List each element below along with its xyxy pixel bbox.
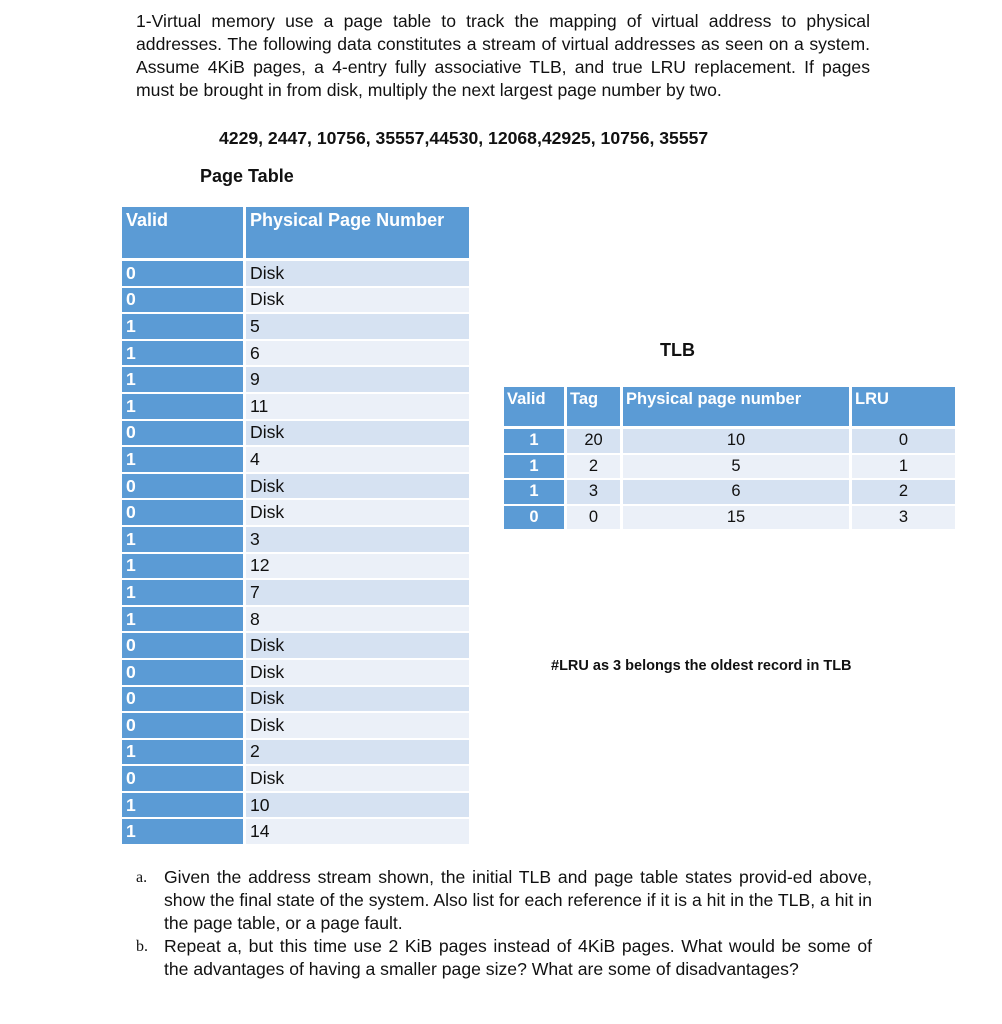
page-table-row (122, 765, 469, 792)
address-stream: 4229, 2447, 10756, 35557,44530, 12068,42925, 10756, 35557 (219, 128, 709, 148)
page-table-valid-cell: 1 (122, 739, 245, 766)
page-table-valid-header: Valid (122, 207, 245, 260)
page-table-valid-cell: 1 (122, 366, 245, 393)
page-table-ppn-cell: 9 (245, 366, 470, 393)
page-table-valid-cell: 1 (122, 606, 245, 633)
page-table-ppn-cell: Disk (245, 712, 470, 739)
page-table-ppn-cell: 3 (245, 526, 470, 553)
question-list (132, 866, 872, 981)
question-text: Repeat a, but this time use 2 KiB pages instead of 4KiB pages. What would be some of the advantages of having a smaller page size? What are some of disadvantages? (164, 936, 872, 979)
page-table-row (122, 818, 469, 845)
page-table-row (122, 659, 469, 686)
page-table-row (122, 606, 469, 633)
page-table-ppn-cell: 11 (245, 393, 470, 420)
page-table-ppn-cell: Disk (245, 420, 470, 447)
page-table-ppn-cell: Disk (245, 287, 470, 314)
page-table-row (122, 499, 469, 526)
tlb-title: TLB (660, 340, 695, 360)
tlb-lru-cell: 0 (851, 428, 956, 454)
page-table-ppn-cell: 5 (245, 313, 470, 340)
tlb-ppn-cell: 6 (622, 479, 851, 505)
tlb-tag-cell: 2 (566, 454, 622, 480)
page-table-valid-cell: 1 (122, 393, 245, 420)
page-table-row (122, 446, 469, 473)
page-table-ppn-cell: Disk (245, 260, 470, 287)
page-table-valid-cell: 0 (122, 712, 245, 739)
page-table-row (122, 260, 469, 287)
tlb-ppn-cell: 10 (622, 428, 851, 454)
tlb-valid-cell: 1 (504, 479, 566, 505)
tlb-valid-cell: 1 (504, 428, 566, 454)
tlb-row (504, 479, 955, 505)
tlb-tag-cell: 3 (566, 479, 622, 505)
tlb-row (504, 454, 955, 480)
page-table-row (122, 632, 469, 659)
page-table-valid-cell: 0 (122, 420, 245, 447)
page-table-ppn-cell: Disk (245, 765, 470, 792)
page-table-row (122, 313, 469, 340)
page-table-ppn-cell: 7 (245, 579, 470, 606)
page-table-row (122, 686, 469, 713)
page-table-row (122, 712, 469, 739)
question-item (132, 935, 872, 981)
page-table-valid-cell: 1 (122, 313, 245, 340)
page-table-ppn-cell: Disk (245, 659, 470, 686)
tlb-lru-cell: 3 (851, 505, 956, 531)
page-table-valid-cell: 0 (122, 473, 245, 500)
page-table-valid-cell: 0 (122, 765, 245, 792)
page-table-valid-cell: 1 (122, 526, 245, 553)
tlb-tag-cell: 0 (566, 505, 622, 531)
page-table-valid-cell: 1 (122, 340, 245, 367)
page-table-ppn-cell: Disk (245, 473, 470, 500)
page-table-valid-cell: 0 (122, 632, 245, 659)
tlb-ppn-header: Physical page number (622, 387, 851, 428)
page-table-ppn-cell: Disk (245, 686, 470, 713)
page-table-valid-cell: 0 (122, 499, 245, 526)
page-table-row (122, 366, 469, 393)
page-table-ppn-header: Physical Page Number (245, 207, 470, 260)
page-table-ppn-cell: 8 (245, 606, 470, 633)
page-table-valid-cell: 1 (122, 446, 245, 473)
page-table-ppn-cell: 6 (245, 340, 470, 367)
question-marker: a. (136, 869, 148, 886)
page-table-valid-cell: 1 (122, 553, 245, 580)
page-table-valid-cell: 0 (122, 659, 245, 686)
page-table-valid-cell: 0 (122, 260, 245, 287)
page-table-row (122, 393, 469, 420)
tlb-row (504, 428, 955, 454)
page-table-row (122, 739, 469, 766)
tlb-ppn-cell: 5 (622, 454, 851, 480)
tlb-table (504, 387, 955, 531)
page-table-row (122, 526, 469, 553)
tlb-ppn-cell: 15 (622, 505, 851, 531)
page-table-row (122, 579, 469, 606)
page-table-valid-cell: 1 (122, 818, 245, 845)
page-table-valid-cell: 0 (122, 287, 245, 314)
tlb-tag-cell: 20 (566, 428, 622, 454)
tlb-lru-cell: 1 (851, 454, 956, 480)
tlb-row (504, 505, 955, 531)
question-item (132, 866, 872, 935)
page-table-valid-cell: 1 (122, 579, 245, 606)
page-table-row (122, 340, 469, 367)
page-table-body (122, 260, 469, 846)
page-table-row (122, 420, 469, 447)
question-text: Given the address stream shown, the initial TLB and page table states provid-ed above, show the final state of the system. Also list for each reference if it is a hit in the TLB, a hit in the page table, or a page fault. (164, 867, 872, 933)
page-table-ppn-cell: Disk (245, 632, 470, 659)
tlb-lru-header: LRU (851, 387, 956, 428)
problem-intro: 1-Virtual memory use a page table to track the mapping of virtual address to physical addresses. The following data constitutes a stream of virtual addresses as seen on a system. Assume 4KiB pages, a 4-entry fully associative TLB, and true LRU replacement. If pages must be brought in from disk, multiply the next largest page number by two. (136, 11, 870, 100)
question-marker: b. (136, 938, 148, 955)
page-table-row (122, 287, 469, 314)
tlb-lru-cell: 2 (851, 479, 956, 505)
tlb-valid-header: Valid (504, 387, 566, 428)
tlb-valid-cell: 0 (504, 505, 566, 531)
page-table-valid-cell: 0 (122, 686, 245, 713)
tlb-body (504, 428, 955, 531)
page-table-ppn-cell: 10 (245, 792, 470, 819)
page-table-row (122, 473, 469, 500)
lru-note: #LRU as 3 belongs the oldest record in TLB (551, 658, 852, 674)
page-table-valid-cell: 1 (122, 792, 245, 819)
page-table-ppn-cell: 14 (245, 818, 470, 845)
page-table-ppn-cell: Disk (245, 499, 470, 526)
page-table-row (122, 792, 469, 819)
page-table-row (122, 553, 469, 580)
page-table-ppn-cell: 4 (245, 446, 470, 473)
tlb-tag-header: Tag (566, 387, 622, 428)
page-table-ppn-cell: 12 (245, 553, 470, 580)
page-table-ppn-cell: 2 (245, 739, 470, 766)
tlb-valid-cell: 1 (504, 454, 566, 480)
page-table-title: Page Table (200, 166, 294, 186)
page-table (122, 207, 469, 846)
